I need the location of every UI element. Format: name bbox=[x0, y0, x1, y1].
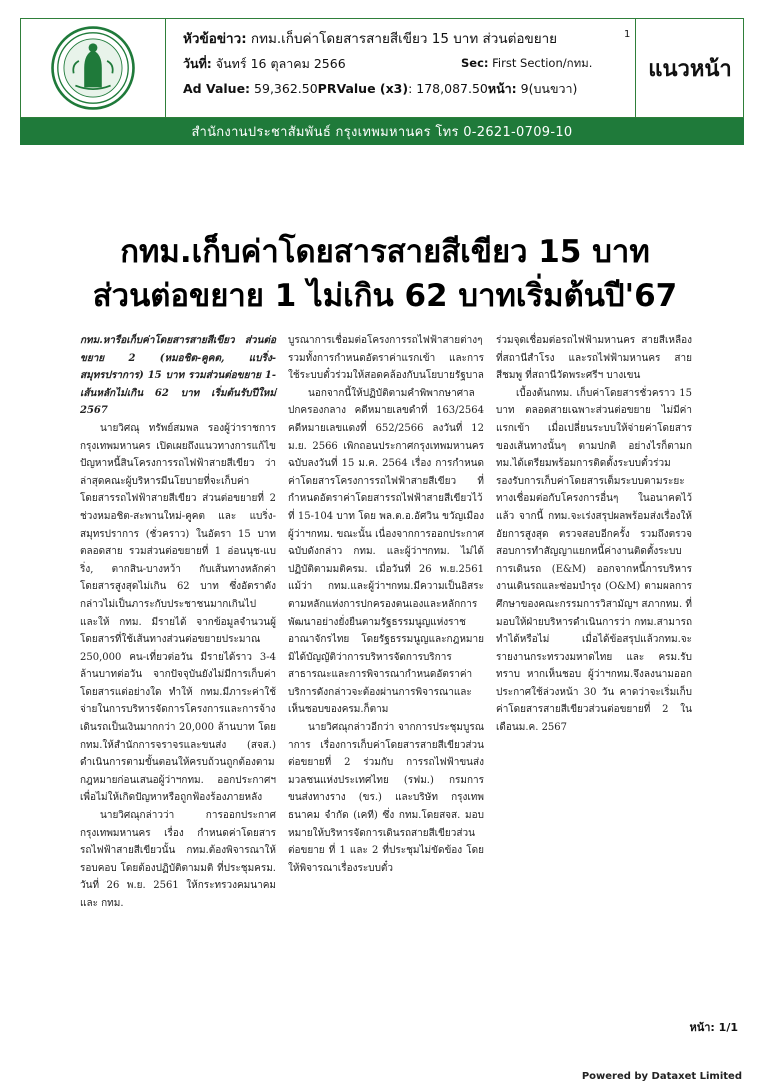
article-title bbox=[40, 230, 730, 318]
paragraph: เบื้องต้นกทม. เก็บค่าโดยสารชั่วคราว 15 บาท ตลอดสายเฉพาะส่วนต่อขยาย ไม่มีค่าแรกเข้า เมื่อเปลี่ยนระบบให้จ่ายค่าโดยสารของเส้นทางนั้นๆ ตามปกติ อย่างไรก็ตามกทม.ได้เตรียมพร้อมการติดตั้งระบบตั๋วร่วมรองรับการเก็บค่าโดยสารเต็มระบบตามระยะทางเชื่อมต่อกับโครงการอื่นๆ ในอนาคตไว้แล้ว จากนี้ กทม.จะเร่งสรุปผลพร้อมส่งเรื่องให้อัยการสูงสุด ตรวจสอบอีกครั้ง รวมถึงตรวจสอบการทำสัญญาแยกหนี้ค่างานติดตั้งระบบการเดินรถ (E&M) ออกจากหนี้การบริหารงานเดินรถและซ่อมบำรุง (O&M) ตามผลการศึกษาของคณะกรรมการวิสามัญฯ สภากทม. ที่มอบให้ฝ่ายบริหารดำเนินการว่า กทม.สามารถทำได้หรือไม่ เมื่อได้ข้อสรุปแล้วกทม.จะรายงานกระทรวงมหาดไทย และ ครม.รับทราบ หากเห็นชอบ ผู้ว่าฯกทม.จึงลงนามออกประกาศใช้ล่วงหน้า 30 วัน คาดว่าจะเริ่มเก็บค่าโดยสารสายสีเขียวส่วนต่อขยายที่ 2 ในเดือนม.ค. 2567 bbox=[496, 387, 692, 734]
news-header bbox=[20, 18, 744, 118]
powered-by: Powered by Dataxet Limited bbox=[581, 1071, 742, 1082]
newspaper-name: แนวหน้า bbox=[648, 56, 732, 82]
section-info bbox=[461, 55, 592, 73]
ad-value-label: Ad Value: bbox=[183, 81, 251, 96]
headline-label: หัวข้อข่าว: bbox=[183, 31, 247, 47]
column-3 bbox=[496, 332, 692, 900]
paragraph: นายวิศณุกล่าวอีกว่า จากการประชุมบูรณาการ เรื่องการเก็บค่าโดยสารสายสีเขียวส่วนต่อขยายที่ 2 ร่วมกับ การรถไฟฟ้าขนส่งมวลชนแห่งประเทศไทย (รฟม.) กรมการขนส่งทางราง (ขร.) และบริษัท กรุงเทพธนาคม จำกัด (เคที) ซึ่ง กทม.โดยสจส. มอบหมายให้บริหารจัดการเดินรถสายสีเขียวส่วนต่อขยาย ที่ 1 และ 2 ที่ประชุมไม่ขัดข้อง โดยให้พิจารณาเรื่องระบบตั๋ว bbox=[288, 722, 484, 874]
paragraph: นายวิศณุ ทรัพย์สมพล รองผู้ว่าราชการกรุงเทพมหานคร เปิดเผยถึงแนวทางการแก้ไขปัญหาหนี้สินโครงการรถไฟฟ้าสายสีเขียว ว่า ล่าสุดคณะผู้บริหารมีนโยบายที่จะเก็บค่าโดยสารรถไฟฟ้าสายสีเขียว ส่วนต่อขยายที่ 2 ช่วงหมอชิต-สะพานใหม่-คูคต และ แบริ่ง-สมุทรปราการ (ชั่วคราว) ในอัตรา 15 บาทตลอดสาย รวมส่วนต่อขยายที่ 1 อ่อนนุช-แบริ่ง, ตากสิน-บางหว้า กับเส้นทางหลักค่าโดยสารสูงสุดไม่เกิน 62 บาท ซึ่งอัตราดังกล่าวไม่เป็นภาระกับประชาชนมากเกินไป และให้ กทม. มีรายได้ จากข้อมูลจำนวนผู้โดยสารที่ใช้เส้นทางส่วนต่อขยายประมาณ 250,000 คน-เที่ยวต่อวัน มีรายได้ราว 3-4 ล้านบาทต่อวัน จากปัจจุบันยังไม่มีการเก็บค่าโดยสารแต่อย่างใด ทำให้ กทม.มีภาระค่าใช้จ่ายในการบริหารจัดการโครงการและการจ้างเดินรถเป็นเงินมากกว่า 20,000 ล้านบาท โดย กทม.ให้สำนักการจราจรและขนส่ง (สจส.) ดำเนินการตามขั้นตอนให้ครบถ้วนถูกต้องตามกฎหมายก่อนเสนอผู้ว่าฯกทม. ออกประกาศฯ เพื่อไม่ให้เกิดปัญหาหรือถูกฟ้องร้องภายหลัง bbox=[80, 422, 276, 804]
article-body bbox=[80, 332, 740, 909]
page-count: หน้า: 1/1 bbox=[689, 1021, 738, 1034]
sec-value: First Section/กทม. bbox=[492, 56, 593, 70]
page-flag: 1 bbox=[624, 29, 631, 40]
date-label: วันที่: bbox=[183, 56, 212, 71]
headline-value: กทม.เก็บค่าโดยสารสายสีเขียว 15 บาท ส่วนต่อขยาย bbox=[250, 31, 558, 47]
article-lead: กทม.หารือเก็บค่าโดยสารสายสีเขียว ส่วนต่อขยาย 2 (หมอชิต-คูคต, แบริ่ง-สมุทรปราการ) 15 บาท รวมส่วนต่อขยาย 1-เส้นหลักไม่เกิน 62 บาท เริ่มต้นรับปีใหม่ 2567 bbox=[80, 335, 276, 417]
sec-label: Sec: bbox=[461, 56, 489, 70]
pr-value: : 178,087.50 bbox=[408, 81, 488, 96]
date-value: จันทร์ 16 ตุลาคม 2566 bbox=[215, 56, 346, 71]
column-1 bbox=[80, 332, 276, 909]
column-2 bbox=[288, 332, 484, 900]
pr-value-label: PRValue (x3) bbox=[317, 81, 409, 96]
ad-value: 59,362.50 bbox=[254, 81, 318, 96]
page-label: หน้า: bbox=[487, 81, 517, 96]
bma-seal-icon bbox=[49, 24, 137, 112]
agency-bar: สำนักงานประชาสัมพันธ์ กรุงเทพมหานคร โทร 0-2621-0709-10 bbox=[20, 118, 744, 145]
paragraph: บูรณาการเชื่อมต่อโครงการรถไฟฟ้าสายต่างๆ รวมทั้งการกำหนดอัตราค่าแรกเข้า และการใช้ระบบตั๋วร่วมให้สอดคล้องกับนโยบายรัฐบาล bbox=[288, 335, 484, 382]
page-value: 9(บนขวา) bbox=[520, 81, 578, 96]
title-line-2: ส่วนต่อขยาย 1 ไม่เกิน 62 บาทเริ่มต้นปี'67 bbox=[92, 278, 678, 314]
value-row bbox=[183, 81, 623, 97]
logo-cell bbox=[21, 19, 166, 117]
title-line-1: กทม.เก็บค่าโดยสารสายสีเขียว 15 บาท bbox=[120, 234, 650, 270]
paragraph: นอกจากนี้ให้ปฏิบัติตามคำพิพากษาศาลปกครองกลาง คดีหมายเลขดำที่ 163/2564 คดีหมายเลขแดงที่ 652/2566 ลงวันที่ 12 ม.ย. 2566 เพิกถอนประกาศกรุงเทพมหานคร ฉบับลงวันที่ 15 ม.ค. 2564 เรื่อง การกำหนดค่าโดยสารโครงการรถไฟฟ้าสายสีเขียว ที่กำหนดอัตราค่าโดยสารรถไฟฟ้าสายสีเขียวไว้ที่ 15-104 บาท โดย พล.ต.อ.อัศวิน ขวัญเมือง ผู้ว่าฯกทม. ขณะนั้น เนื่องจากการออกประกาศฉบับดังกล่าว กทม. และผู้ว่าฯกทม. ไม่ได้ปฏิบัติตามมติครม. เมื่อวันที่ 26 พ.ย.2561 แม้ว่า กทม.และผู้ว่าฯกทม.มีความเป็นอิสระตามหลักแห่งการปกครองตนเองและหลักการพัฒนาอย่างยั่งยืนตามรัฐธรรมนูญแห่งราชอาณาจักรไทย โดยรัฐธรรมนูญและกฎหมายมิได้บัญญัติว่าการบริหารจัดการบริการสาธารณะและการพิจารณากำหนดอัตราค่าบริการดังกล่าวจะต้องผ่านการพิจารณาและเห็นชอบของครม.ก็ตาม bbox=[288, 387, 484, 716]
paragraph: ร่วมจุดเชื่อมต่อรถไฟฟ้ามหานคร สายสีเหลือง ที่สถานีสำโรง และรถไฟฟ้ามหานคร สายสีชมพู ที่สถานีวัดพระศรีฯ บางเขน bbox=[496, 335, 692, 382]
headline-row bbox=[183, 31, 623, 47]
paragraph: นายวิศณุกล่าวว่า การออกประกาศกรุงเทพมหานคร เรื่อง กำหนดค่าโดยสารรถไฟฟ้าสายสีเขียวนั้น กทม.ต้องพิจารณาให้รอบคอบ โดยต้องปฏิบัติตามมติ ที่ประชุมครม. วันที่ 26 พ.ย. 2561 ให้กระทรวงคมนาคม และ กทม. bbox=[80, 810, 276, 909]
